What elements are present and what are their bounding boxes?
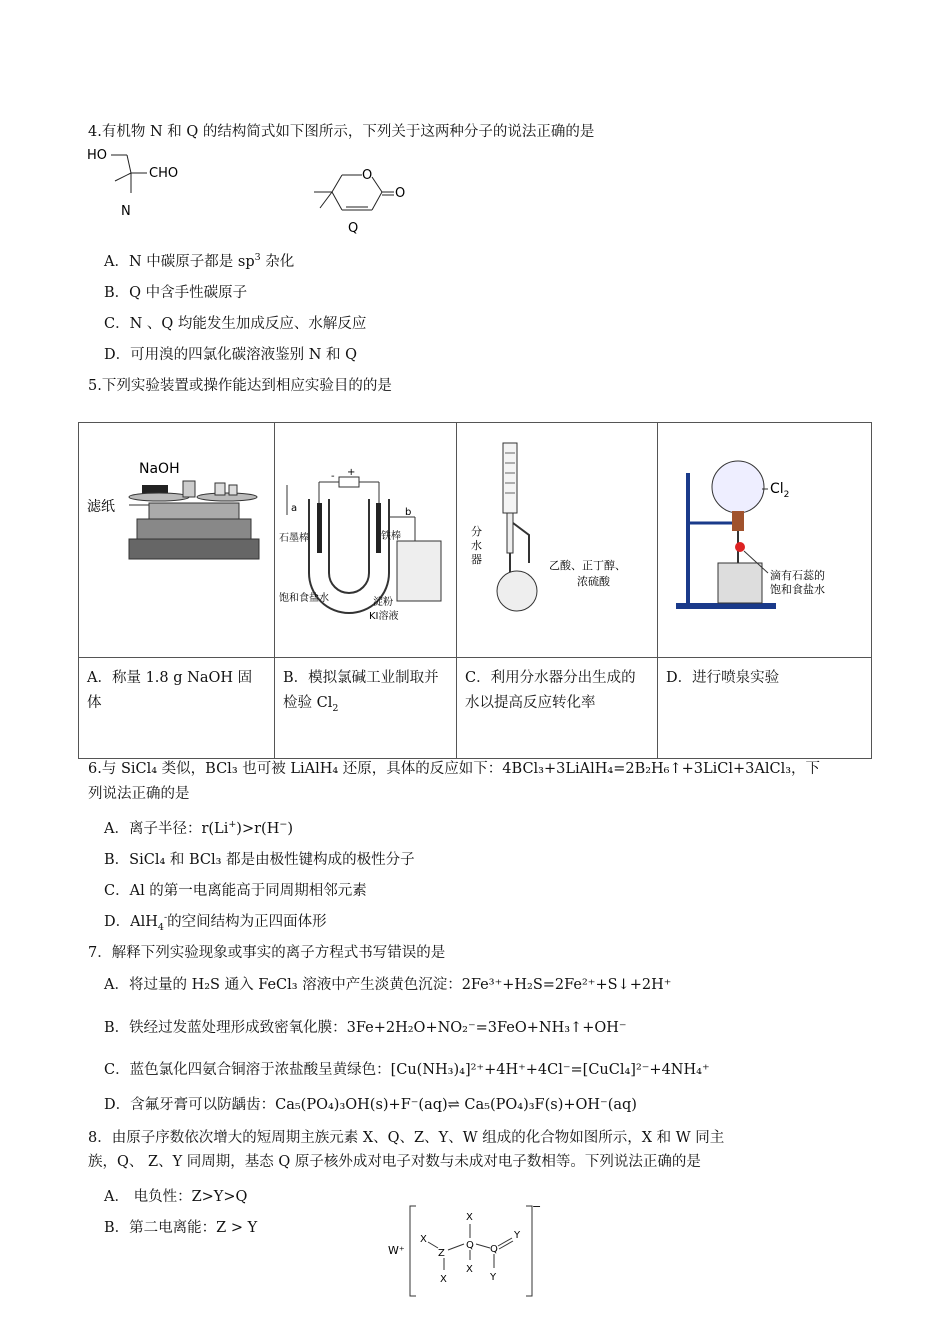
q4-option-c: C．N 、Q 均能发生加成反应、水解反应 xyxy=(104,316,367,332)
figure-b-ki-label: KI溶液 xyxy=(369,611,399,622)
q4-stem: 4.有机物 N 和 Q 的结构简式如下图所示，下列关于这两种分子的说法正确的是 xyxy=(88,124,595,140)
struct-x-label-2: X xyxy=(440,1274,447,1285)
q5-caption-b: B．模拟氯碱工业制取并检验 $Cl_2$ xyxy=(283,670,439,714)
q8-compound-structure xyxy=(384,1198,544,1302)
struct-x-label-1: X xyxy=(420,1234,427,1245)
figure-d-cl-label: $Cl_2$ xyxy=(770,481,790,500)
figure-c-water-separator xyxy=(457,423,657,657)
n-cho-label: CHO xyxy=(149,166,179,181)
q5-experiment-table xyxy=(78,422,872,759)
figure-b-minus: - xyxy=(331,471,335,482)
q6-option-a: A．离子半径：r(Li+)>r(H−) xyxy=(104,819,293,837)
figure-c-separator-label-3: 器 xyxy=(471,553,482,566)
figure-b-plus: + xyxy=(347,467,356,478)
q5-caption-d: D．进行喷泉实验 xyxy=(666,670,780,686)
struct-x-label-3: X xyxy=(466,1212,473,1223)
figure-b-electrolysis xyxy=(275,423,456,657)
n-name-label: N xyxy=(121,204,131,219)
q6-option-d: D．AlH$_4$-的空间结构为正四面体形 xyxy=(104,912,327,933)
q4-option-a: A．N 中碳原子都是 $sp^3$ 杂化 xyxy=(104,252,295,270)
q8-stem-line-2: 族，Q、 Z、Y 同周期，基态 Q 原子核外成对电子对数与未成对电子数相等。下列说法正确的是 xyxy=(88,1154,701,1170)
struct-y-label-2: Y xyxy=(490,1272,497,1283)
struct-charge-label: − xyxy=(532,1200,542,1213)
molecule-n-structure xyxy=(85,143,205,223)
n-ho-label: HO xyxy=(87,148,108,163)
figure-a-filter-label: 滤纸 xyxy=(87,499,115,515)
q7-option-d: D．含氟牙膏可以防龋齿：Ca₅(PO₄)₃OH(s)+F⁻(aq)⇌ Ca₅(PO₄)₃F(s)+OH⁻(aq) xyxy=(104,1097,637,1113)
q8-stem-line-1: 8．由原子序数依次增大的短周期主族元素 X、Q、Z、Y、W 组成的化合物如图所示，X 和 W 同主 xyxy=(88,1130,725,1146)
figure-d-brine-label-2: 饱和食盐水 xyxy=(770,583,825,596)
q5-caption-c: C．利用分水器分出生成的水以提高反应转化率 xyxy=(465,670,636,711)
figure-b-graphite-label: 石墨棒 xyxy=(279,533,309,544)
q6-stem-line-1: 6.与 SiCl₄ 类似，BCl₃ 也可被 LiAlH₄ 还原，具体的反应如下：4BCl₃+3LiAlH₄=2B₂H₆↑+3LiCl+3AlCl₃，下 xyxy=(88,761,821,777)
q7-stem: 7．解释下列实验现象或事实的离子方程式书写错误的是 xyxy=(88,945,446,961)
molecule-q-structure xyxy=(302,155,422,237)
q4-option-d: D．可用溴的四氯化碳溶液鉴别 N 和 Q xyxy=(104,347,358,363)
figure-c-reagent-label-1: 乙酸、正丁醇、 xyxy=(549,559,626,572)
q-name-label: Q xyxy=(348,221,359,236)
figure-b-a-label: a xyxy=(291,503,298,514)
figure-d-fountain xyxy=(658,423,871,657)
struct-y-label-1: Y xyxy=(514,1230,521,1241)
q6-option-c: C．Al 的第一电离能高于同周期相邻元素 xyxy=(104,883,367,899)
q8-option-b: B．第二电离能：Z > Y xyxy=(104,1220,258,1236)
figure-a-naoh-label: NaOH xyxy=(139,461,180,477)
figure-b-brine-label: 饱和食盐水 xyxy=(279,593,329,604)
figure-d-brine-label-1: 滴有石蕊的 xyxy=(770,569,825,582)
q7-option-c: C．蓝色氯化四氨合铜溶于浓盐酸呈黄绿色：[Cu(NH₃)₄]²⁺+4H⁺+4Cl⁻=[CuCl₄]²⁻+4NH₄⁺ xyxy=(104,1062,710,1078)
struct-q-label-1: Q xyxy=(466,1240,474,1251)
figure-c-separator-label-2: 水 xyxy=(471,539,482,552)
figure-c-separator-label-1: 分 xyxy=(471,525,482,538)
q7-option-b: B．铁经过发蓝处理形成致密氧化膜：3Fe+2H₂O+NO₂⁻=3FeO+NH₃↑+OH⁻ xyxy=(104,1020,627,1036)
struct-q-label-2: Q xyxy=(490,1244,498,1255)
q8-option-a: A． 电负性：Z>Y>Q xyxy=(104,1189,248,1205)
figure-b-starch-label: 淀粉 xyxy=(373,597,393,608)
q5-stem: 5.下列实验装置或操作能达到相应实验目的的是 xyxy=(88,378,392,394)
figure-b-b-label: b xyxy=(405,507,412,518)
figure-c-reagent-label-2: 浓硫酸 xyxy=(577,575,610,588)
q6-option-b: B．SiCl₄ 和 BCl₃ 都是由极性键构成的极性分子 xyxy=(104,852,415,868)
q7-option-a: A．将过量的 H₂S 通入 FeCl₃ 溶液中产生淡黄色沉淀：2Fe³⁺+H₂S=2Fe²⁺+S↓+2H⁺ xyxy=(104,977,672,993)
q4-option-b: B．Q 中含手性碳原子 xyxy=(104,285,248,301)
struct-w-label: W⁺ xyxy=(388,1244,405,1257)
q6-stem-line-2: 列说法正确的是 xyxy=(88,786,190,802)
q-keto-oxygen: O xyxy=(395,186,406,201)
struct-z-label: Z xyxy=(438,1248,445,1259)
figure-a-balance xyxy=(79,423,274,657)
figure-b-iron-label: 铁棒 xyxy=(381,531,401,542)
struct-x-label-4: X xyxy=(466,1264,473,1275)
q-ring-oxygen: O xyxy=(362,168,373,183)
q5-caption-a: A．称量 1.8 g NaOH 固体 xyxy=(87,670,253,711)
